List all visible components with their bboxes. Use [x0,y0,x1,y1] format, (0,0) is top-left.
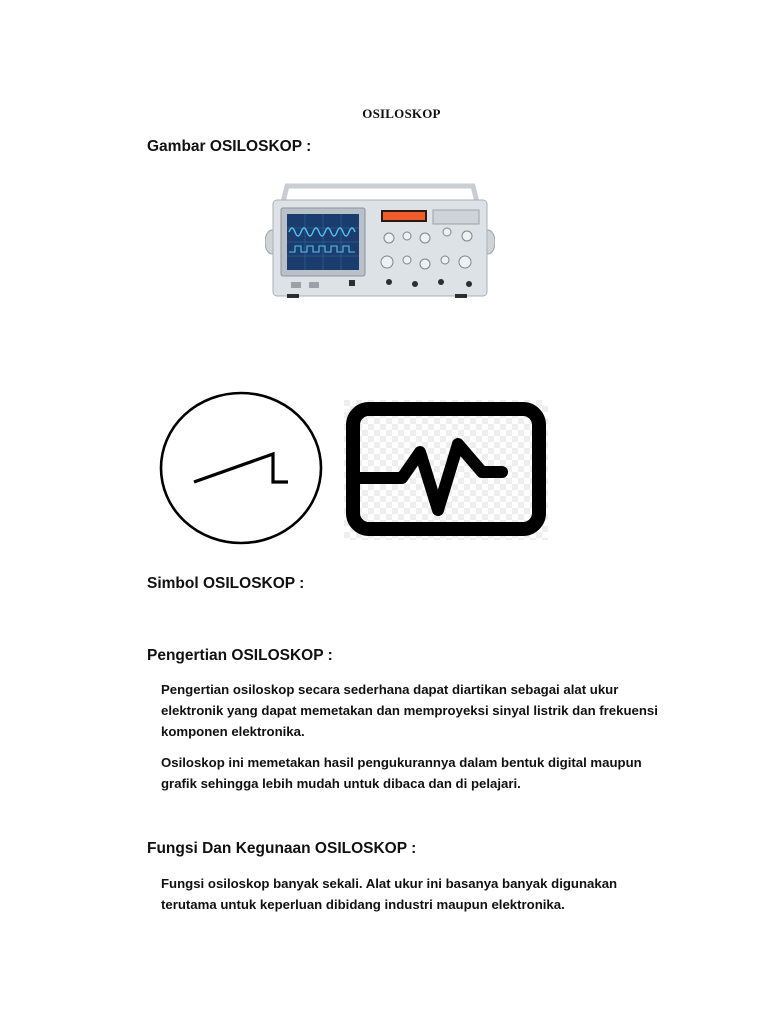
pengertian-paragraph-2: Osiloskop ini memetakan hasil pengukurannya dalam bentuk digital maupun grafik sehingga lebih mudah untuk dibaca dan di pelajari. [161,755,642,791]
oscilloscope-circle-symbol [158,390,324,546]
heading-pengertian: Pengertian OSILOSKOP : [147,647,333,664]
heading-fungsi: Fungsi Dan Kegunaan OSILOSKOP : [147,840,417,857]
document-title: OSILOSKOP [362,106,441,121]
oscilloscope-photo [265,180,495,300]
pengertian-paragraph-1: Pengertian osiloskop secara sederhana dapat diartikan sebagai alat ukur elektronik yang dapat memetakan dan memproyeksi sinyal listrik dan frekuensi komponen elektronika. [161,682,658,739]
heading-gambar: Gambar OSILOSKOP : [147,138,312,155]
heading-simbol: Simbol OSILOSKOP : [147,575,305,592]
fungsi-paragraph-1: Fungsi osiloskop banyak sekali. Alat ukur ini basanya banyak digunakan terutama untuk keperluan dibidang industri maupun elektronika. [161,876,618,912]
oscilloscope-waveform-icon [344,400,548,540]
